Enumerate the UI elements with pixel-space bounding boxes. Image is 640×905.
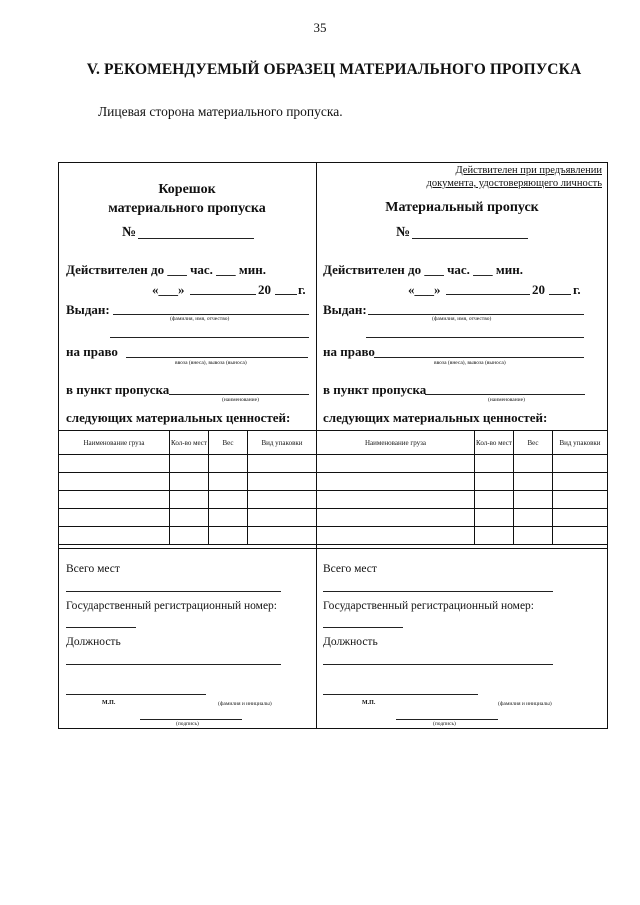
stub-date-month-field[interactable] <box>190 294 256 295</box>
pass-total-places-field[interactable] <box>323 591 553 592</box>
pass-col-name: Наименование груза <box>317 431 475 455</box>
stub-number-label: № <box>122 225 137 240</box>
pass-checkpoint-caption: (наименование) <box>488 397 525 403</box>
pass-total-places: Всего мест <box>323 563 377 575</box>
pass-right-field[interactable] <box>374 357 584 358</box>
stub-checkpoint-caption: (наименование) <box>222 397 259 403</box>
stub-col-name: Наименование груза <box>59 431 170 455</box>
stub-position-field[interactable] <box>66 664 281 665</box>
pass-valid-until: Действителен до ___ час. ___ мин. <box>323 262 524 277</box>
stub-name-caption: (фамилия и инициалы) <box>218 701 272 707</box>
stub-issued-label: Выдан: <box>66 302 110 317</box>
stub-col-package: Вид упаковки <box>248 431 317 455</box>
stub-right-label: на право <box>66 344 118 359</box>
stub-valid-until: Действителен до ___ час. ___ мин. <box>66 262 267 277</box>
stub-issued-field[interactable] <box>113 314 309 315</box>
pass-signature-field[interactable] <box>396 719 498 720</box>
pass-position: Должность <box>323 636 378 648</box>
stub-total-places: Всего мест <box>66 563 120 575</box>
stub-heading-line2: материального пропуска <box>108 201 266 216</box>
stub-total-places-field[interactable] <box>66 591 281 592</box>
stub-name-field[interactable] <box>66 694 206 695</box>
pass-number-label: № <box>396 225 411 240</box>
stub-reg-number: Государственный регистрационный номер: <box>66 600 278 612</box>
stub-values-label: следующих материальных ценностей: <box>66 410 291 425</box>
page-title: V. РЕКОМЕНДУЕМЫЙ ОБРАЗЕЦ МАТЕРИАЛЬНОГО ПРОПУСКА <box>86 61 582 78</box>
pass-reg-number: Государственный регистрационный номер: <box>323 600 535 612</box>
pass-name-field[interactable] <box>323 694 478 695</box>
table-row <box>317 509 608 527</box>
page-number: 35 <box>313 20 327 35</box>
pass-number-field[interactable] <box>412 238 528 239</box>
table-row <box>59 527 317 545</box>
pass-position-field[interactable] <box>323 664 553 665</box>
table-row <box>59 491 317 509</box>
table-row <box>59 455 317 473</box>
stub-signature-caption: (подпись) <box>176 721 199 727</box>
pass-goods-table <box>316 430 608 545</box>
table-row <box>59 473 317 491</box>
stub-stamp: М.П. <box>102 700 116 706</box>
stub-reg-number-field[interactable] <box>66 627 136 628</box>
pass-issued-label: Выдан: <box>323 302 367 317</box>
pass-issued-caption: (фамилия, имя, отчество) <box>432 316 492 322</box>
pass-stamp: М.П. <box>362 700 376 706</box>
stub-heading-line1: Корешок <box>158 182 216 197</box>
pass-note-line1: Действителен при предъявлении <box>455 165 602 176</box>
page-subtitle: Лицевая сторона материального пропуска. <box>98 104 343 119</box>
stub-col-count: Кол-во мест <box>170 431 209 455</box>
pass-date-day: «___» <box>408 282 441 297</box>
stub-date-year: 20 <box>258 282 271 297</box>
pass-date-suffix: г. <box>573 282 581 297</box>
pass-signature-caption: (подпись) <box>433 721 456 727</box>
pass-date-year: 20 <box>532 282 545 297</box>
pass-checkpoint-label: в пункт пропуска <box>323 382 427 397</box>
pass-reg-number-field[interactable] <box>323 627 403 628</box>
stub-date-year-field[interactable] <box>275 294 297 295</box>
table-row <box>59 509 317 527</box>
table-row <box>317 491 608 509</box>
stub-number-field[interactable] <box>138 238 254 239</box>
form-horizontal-divider <box>58 548 608 549</box>
pass-col-count: Кол-во мест <box>475 431 514 455</box>
table-row <box>317 455 608 473</box>
table-row <box>317 527 608 545</box>
pass-issued-field[interactable] <box>368 314 584 315</box>
stub-goods-table <box>58 430 317 545</box>
stub-issued-field-2[interactable] <box>110 337 309 338</box>
pass-heading: Материальный пропуск <box>385 200 539 215</box>
stub-right-field[interactable] <box>126 357 308 358</box>
pass-right-caption: ввоза (внеса), вывоза (выноса) <box>434 360 506 366</box>
table-row <box>317 473 608 491</box>
stub-date-suffix: г. <box>298 282 306 297</box>
stub-signature-field[interactable] <box>140 719 242 720</box>
pass-col-package: Вид упаковки <box>553 431 608 455</box>
stub-checkpoint-label: в пункт пропуска <box>66 382 170 397</box>
pass-issued-field-2[interactable] <box>366 337 584 338</box>
stub-right-caption: ввоза (внеса), вывоза (выноса) <box>175 360 247 366</box>
pass-right-label: на право <box>323 344 375 359</box>
pass-name-caption: (фамилия и инициалы) <box>498 701 552 707</box>
stub-issued-caption: (фамилия, имя, отчество) <box>170 316 230 322</box>
pass-checkpoint-field[interactable] <box>425 394 585 395</box>
pass-date-month-field[interactable] <box>446 294 530 295</box>
stub-col-weight: Вес <box>209 431 248 455</box>
pass-note-line2: документа, удостоверяющего личность <box>426 178 602 189</box>
stub-date-day: «___» <box>152 282 185 297</box>
stub-position: Должность <box>66 636 121 648</box>
pass-col-weight: Вес <box>514 431 553 455</box>
pass-values-label: следующих материальных ценностей: <box>323 410 548 425</box>
pass-date-year-field[interactable] <box>549 294 571 295</box>
stub-checkpoint-field[interactable] <box>169 394 309 395</box>
